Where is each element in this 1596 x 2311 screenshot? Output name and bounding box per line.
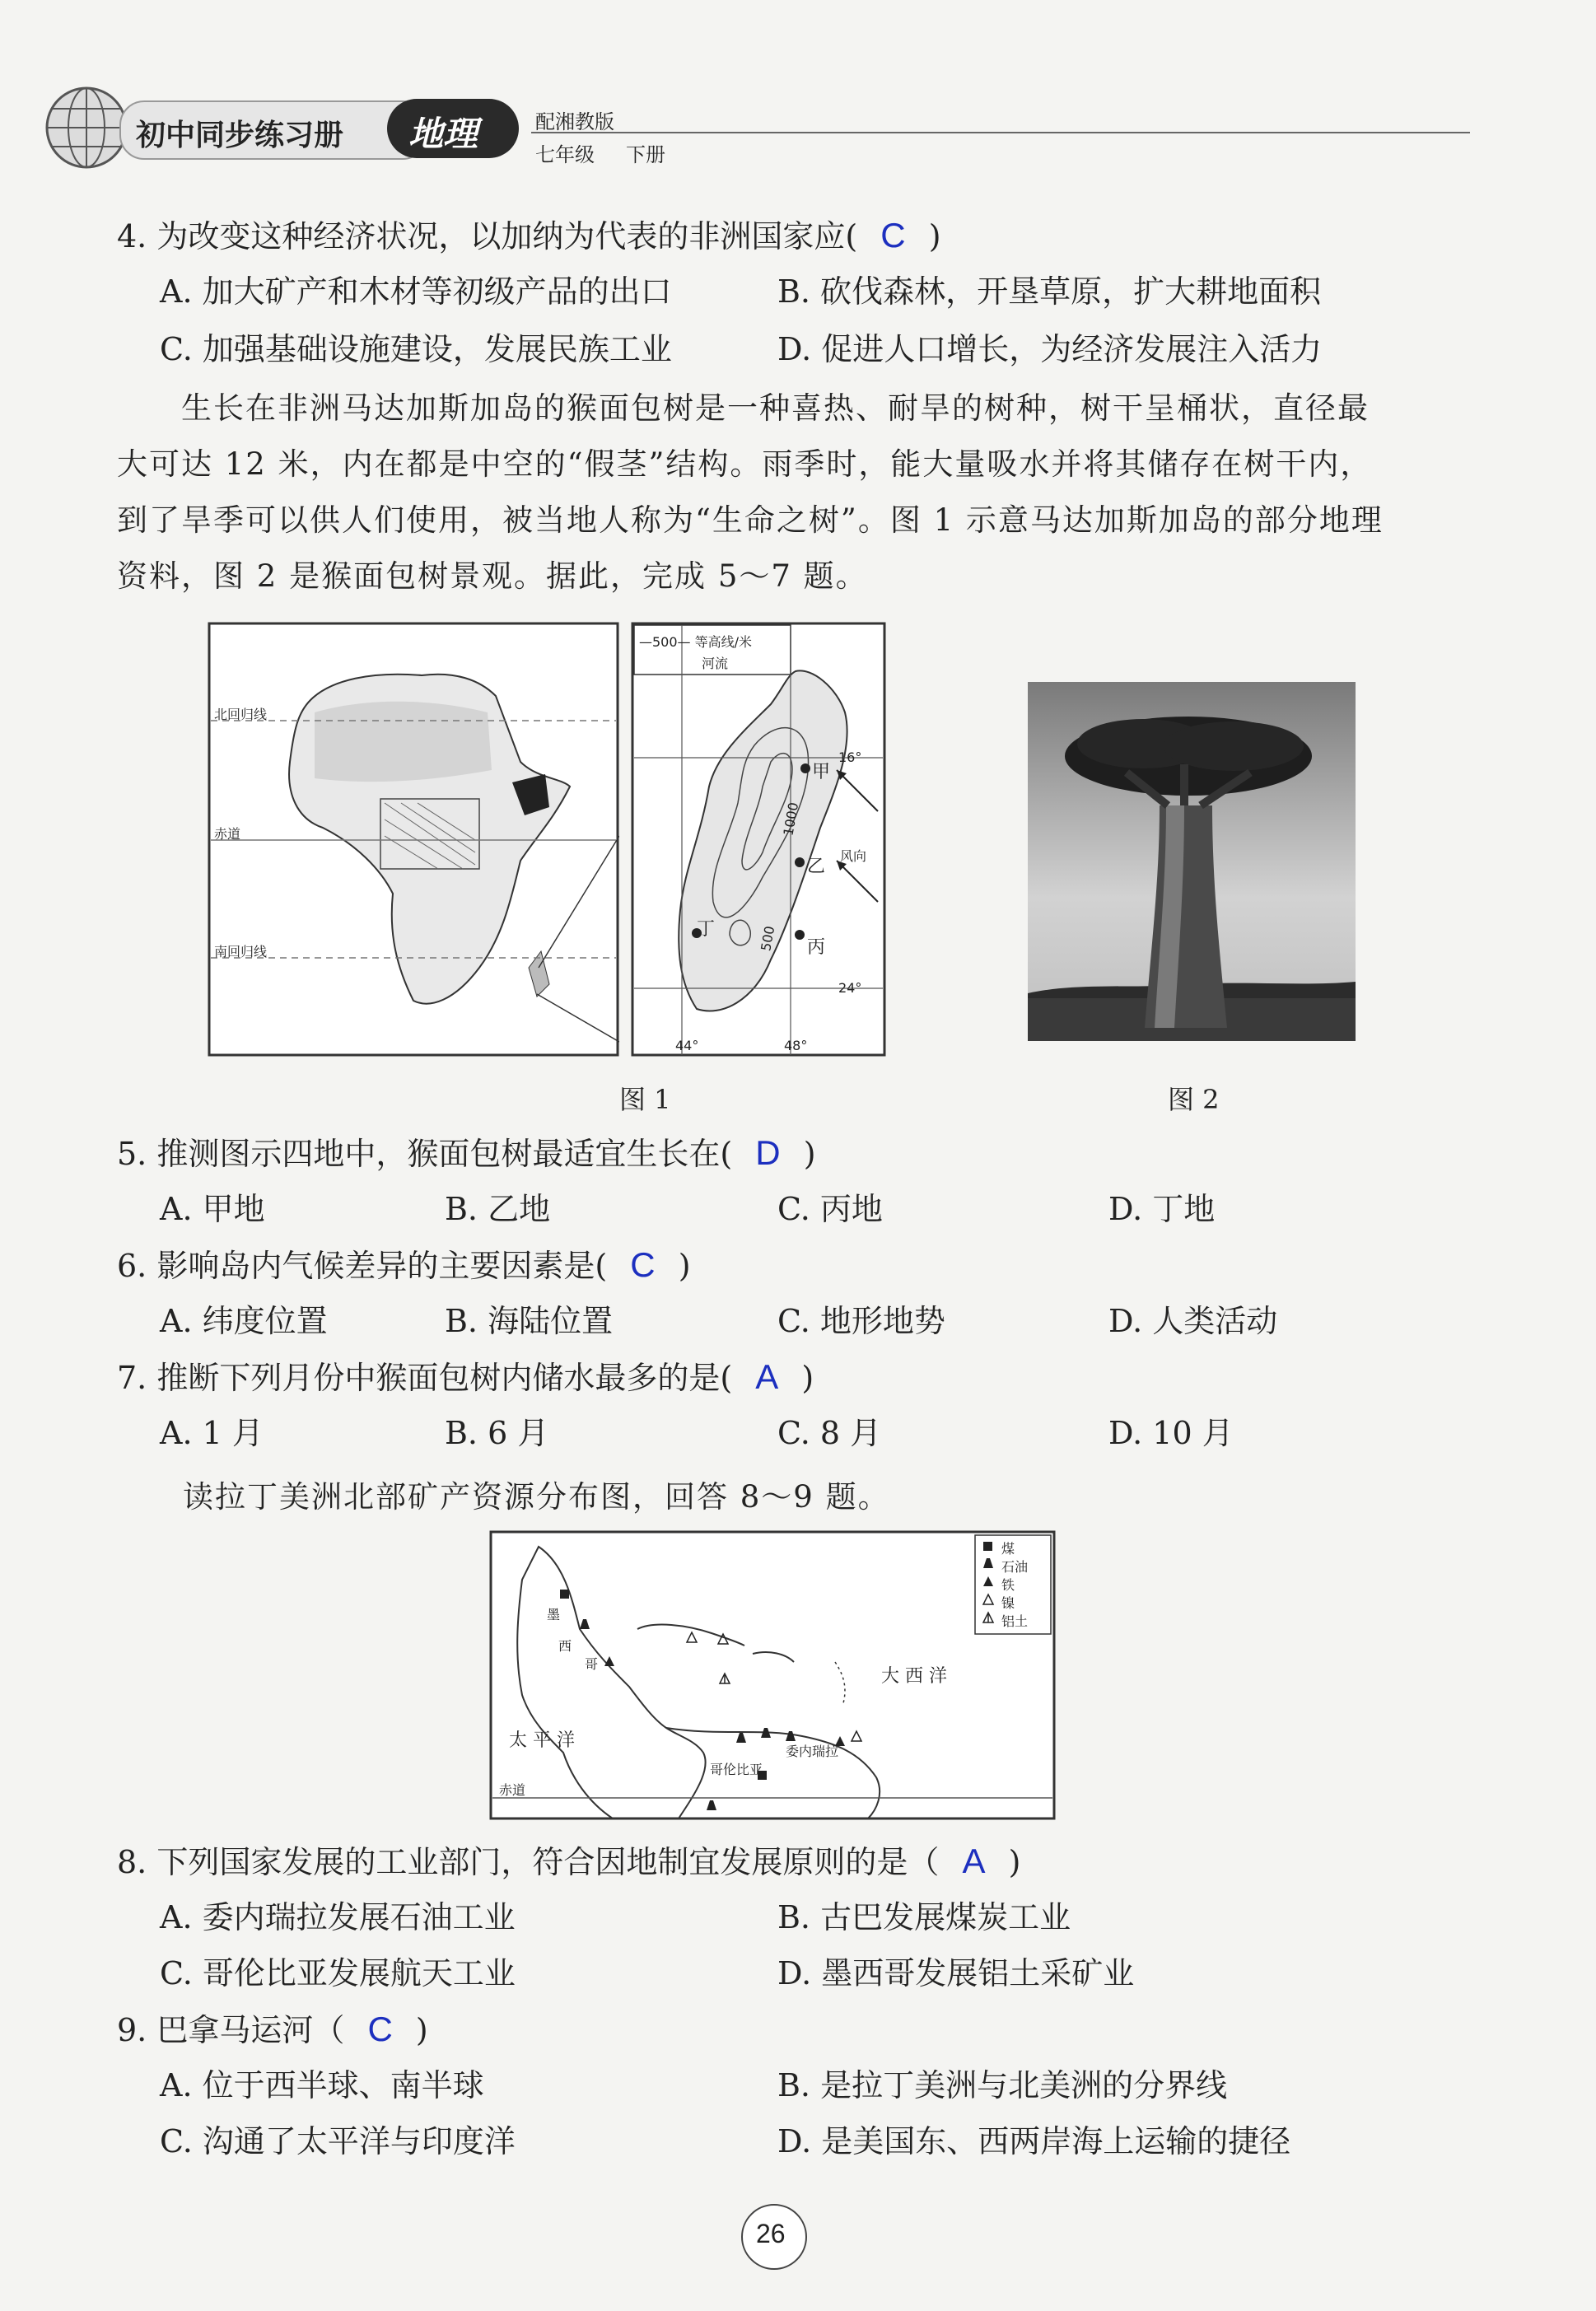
place-yi: 乙 xyxy=(807,857,826,877)
pacific-label: 太 平 洋 xyxy=(509,1730,575,1751)
option-a: A. 甲地 xyxy=(160,1191,265,1227)
option-c: C. 丙地 xyxy=(777,1191,883,1227)
figure-1 xyxy=(208,622,932,1058)
legend-river: 河流 xyxy=(702,656,729,671)
option-b: B. 6 月 xyxy=(445,1415,549,1451)
option-b: B. 砍伐森林，开垦草原，扩大耕地面积 xyxy=(777,273,1322,310)
grade-label: 七年级 xyxy=(535,143,595,166)
option-c: C. 加强基础设施建设，发展民族工业 xyxy=(160,331,672,367)
legend-bauxite: 铝土 xyxy=(1001,1613,1029,1629)
lat-24-label: 24° xyxy=(838,980,862,996)
option-d: D. 丁地 xyxy=(1108,1191,1216,1227)
legend-iron: 铁 xyxy=(1001,1577,1015,1593)
place-ding: 丁 xyxy=(697,919,716,940)
figure-1-caption: 图 1 xyxy=(619,1084,671,1115)
globe-icon xyxy=(41,82,132,173)
lon-44-label: 44° xyxy=(675,1038,699,1053)
header-rule xyxy=(531,132,1470,133)
passage-line-4: 资料，图 2 是猴面包树景观。据此，完成 5～7 题。 xyxy=(117,558,868,594)
paren-close: ) xyxy=(928,218,941,254)
option-c: C. 地形地势 xyxy=(777,1303,945,1339)
option-a: A. 1 月 xyxy=(160,1415,264,1451)
mexico-label-1: 墨 xyxy=(547,1607,561,1622)
question-text: 影响岛内气候差异的主要因素是( xyxy=(156,1248,608,1284)
option-c: C. 8 月 xyxy=(777,1415,882,1451)
handwritten-answer: C xyxy=(367,2010,393,2048)
africa-map xyxy=(208,622,619,1058)
question-number: 8. xyxy=(117,1844,147,1880)
mexico-label-3: 哥 xyxy=(585,1656,599,1672)
question-text: 推测图示四地中，猴面包树最适宜生长在( xyxy=(156,1136,733,1172)
paren-close: ) xyxy=(678,1248,691,1284)
handwritten-answer: C xyxy=(880,216,906,254)
venezuela-label: 委内瑞拉 xyxy=(786,1744,839,1759)
contour-500-label: 500 xyxy=(758,924,778,953)
colombia-label: 哥伦比亚 xyxy=(710,1762,763,1777)
option-a: A. 委内瑞拉发展石油工业 xyxy=(160,1899,516,1935)
question-text: 下列国家发展的工业部门，符合因地制宜发展原则的是（ xyxy=(156,1844,940,1880)
equator-label: 赤道 xyxy=(499,1782,526,1798)
page-header xyxy=(41,82,1433,173)
paren-close: ) xyxy=(803,1136,816,1172)
option-a: A. 位于西半球、南半球 xyxy=(160,2067,484,2103)
legend-contour: —500— 等高线/米 xyxy=(639,634,753,650)
passage-line-2: 大可达 12 米，内在都是中空的“假茎”结构。雨季时，能大量吸水并将其储存在树干内， xyxy=(117,446,1373,482)
reading-passage-2: 读拉丁美洲北部矿产资源分布图，回答 8～9 题。 xyxy=(183,1479,890,1515)
question-stem xyxy=(117,1245,691,1286)
contour-1000-label: 1000 xyxy=(780,801,802,838)
question-stem xyxy=(117,2010,428,2050)
paren-close: ) xyxy=(1008,1844,1021,1880)
option-b: B. 是拉丁美洲与北美洲的分界线 xyxy=(777,2067,1228,2103)
tropic-south-label: 南回归线 xyxy=(214,944,268,959)
atlantic-label: 大 西 洋 xyxy=(881,1666,947,1687)
question-stem xyxy=(117,216,941,256)
lat-16-label: 16° xyxy=(838,749,862,765)
option-a: A. 加大矿产和木材等初级产品的出口 xyxy=(160,273,672,310)
question-text: 推断下列月份中猴面包树内储水最多的是( xyxy=(156,1360,733,1396)
legend-coal: 煤 xyxy=(1001,1541,1015,1557)
question-number: 9. xyxy=(117,2012,147,2048)
edition-label: 配湘教版 xyxy=(535,110,614,133)
legend-oil: 石油 xyxy=(1001,1559,1029,1575)
question-text: 为改变这种经济状况，以加纳为代表的非洲国家应( xyxy=(156,218,858,254)
option-c: C. 哥伦比亚发展航天工业 xyxy=(160,1955,516,1991)
passage-line-3: 到了旱季可以供人们使用，被当地人称为“生命之树”。图 1 示意马达加斯加岛的部分地理 xyxy=(117,502,1384,538)
figure-2 xyxy=(1028,682,1356,1041)
figure-2-caption: 图 2 xyxy=(1168,1084,1220,1115)
question-number: 6. xyxy=(117,1248,147,1284)
handwritten-answer: C xyxy=(630,1245,656,1284)
mineral-distribution-map xyxy=(489,1530,1056,1820)
tropic-north-label: 北回归线 xyxy=(214,707,268,722)
subject-label: 地理 xyxy=(408,114,478,154)
volume-label: 下册 xyxy=(626,143,665,166)
handwritten-answer: D xyxy=(755,1133,781,1172)
book-title: 初中同步练习册 xyxy=(136,119,344,152)
question-text: 巴拿马运河（ xyxy=(156,2012,345,2048)
question-stem xyxy=(117,1357,814,1398)
place-bing: 丙 xyxy=(807,937,826,958)
option-b: B. 古巴发展煤炭工业 xyxy=(777,1899,1071,1935)
page-number: 26 xyxy=(756,2219,786,2248)
paren-close: ) xyxy=(415,2012,428,2048)
question-number: 7. xyxy=(117,1360,147,1396)
option-d: D. 10 月 xyxy=(1108,1415,1234,1451)
mexico-label-2: 西 xyxy=(558,1638,572,1654)
option-d: D. 是美国东、西两岸海上运输的捷径 xyxy=(777,2123,1291,2159)
passage-line-1: 生长在非洲马达加斯加岛的猴面包树是一种喜热、耐旱的树种，树干呈桶状，直径最 xyxy=(181,390,1370,426)
option-a: A. 纬度位置 xyxy=(160,1303,328,1339)
latin-america-map xyxy=(489,1530,1056,1820)
handwritten-answer: A xyxy=(962,1842,986,1880)
baobab-tree-photo xyxy=(1028,682,1356,1041)
option-b: B. 海陆位置 xyxy=(445,1303,614,1339)
place-jia: 甲 xyxy=(812,762,831,782)
option-c: C. 沟通了太平洋与印度洋 xyxy=(160,2123,516,2159)
equator-label: 赤道 xyxy=(214,826,241,842)
option-b: B. 乙地 xyxy=(445,1191,551,1227)
option-d: D. 墨西哥发展铝土采矿业 xyxy=(777,1955,1135,1991)
lon-48-label: 48° xyxy=(784,1038,808,1053)
question-number: 4. xyxy=(117,218,147,254)
handwritten-answer: A xyxy=(755,1357,779,1396)
legend-nickel: 镍 xyxy=(1001,1595,1015,1611)
option-d: D. 人类活动 xyxy=(1108,1303,1278,1339)
question-stem xyxy=(117,1842,1020,1882)
question-number: 5. xyxy=(117,1136,147,1172)
paren-close: ) xyxy=(801,1360,814,1396)
wind-direction-label: 风向 xyxy=(840,848,867,864)
question-stem xyxy=(117,1133,816,1174)
option-d: D. 促进人口增长，为经济发展注入活力 xyxy=(777,331,1323,367)
